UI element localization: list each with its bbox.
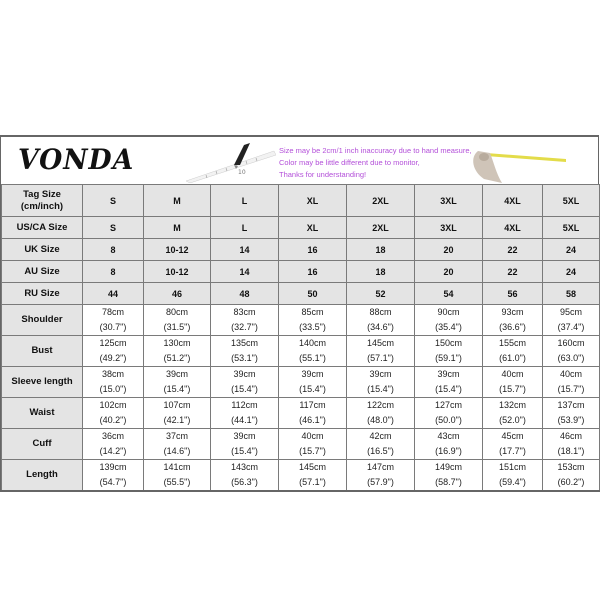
size-cell: 5XL	[543, 217, 600, 239]
cm-value: 137cm	[557, 400, 585, 410]
measurement-cell	[483, 398, 543, 429]
size-cell: 50	[279, 283, 347, 305]
cm-value: 80cm	[165, 307, 188, 317]
inch-value: (18.1")	[557, 446, 585, 456]
row-label: Length	[2, 460, 83, 492]
size-cell: 10-12	[144, 239, 211, 261]
cm-value: 78cm	[101, 307, 124, 317]
cm-value: 160cm	[557, 338, 585, 348]
row-label: RU Size	[2, 283, 83, 305]
size-cell: 46	[144, 283, 211, 305]
cm-value: 132cm	[498, 400, 526, 410]
inch-value: (53.9")	[557, 415, 585, 425]
cm-value: 145cm	[366, 338, 394, 348]
inch-value: (16.5")	[367, 446, 394, 456]
measurement-cell	[144, 305, 211, 336]
table-row-sleeve-length	[2, 367, 600, 398]
measurement-cell	[483, 367, 543, 398]
cm-value: 143cm	[230, 462, 258, 472]
table-row-us-size	[2, 217, 600, 239]
table-row-tag-size	[2, 185, 600, 217]
cm-value: 40cm	[301, 431, 324, 441]
cm-value: 85cm	[301, 307, 324, 317]
size-cell: 8	[83, 261, 144, 283]
size-cell: XL	[279, 217, 347, 239]
size-cell: M	[144, 185, 211, 217]
cm-value: 141cm	[163, 462, 191, 472]
inch-value: (52.0")	[499, 415, 526, 425]
cm-value: 135cm	[230, 338, 258, 348]
measurement-cell	[83, 367, 144, 398]
inch-value: (57.1")	[299, 477, 326, 487]
cm-value: 37cm	[165, 431, 188, 441]
measurement-cell	[211, 336, 279, 367]
measurement-cell	[211, 460, 279, 492]
inch-value: (59.4")	[499, 477, 526, 487]
table-row-au-size	[2, 261, 600, 283]
size-cell: L	[211, 185, 279, 217]
cm-value: 40cm	[501, 369, 524, 379]
cm-value: 42cm	[369, 431, 392, 441]
inch-value: (46.1")	[299, 415, 326, 425]
inch-value: (35.4")	[435, 322, 462, 332]
measurement-cell	[279, 367, 347, 398]
size-cell: XL	[279, 185, 347, 217]
size-cell: 16	[279, 261, 347, 283]
cm-value: 39cm	[369, 369, 392, 379]
measurement-cell	[279, 429, 347, 460]
inch-value: (15.7")	[299, 446, 326, 456]
inch-value: (63.0")	[557, 353, 585, 363]
inch-value: (40.2")	[99, 415, 127, 425]
inch-value: (37.4")	[557, 322, 585, 332]
inch-value: (59.1")	[435, 353, 462, 363]
row-label: Shoulder	[2, 305, 83, 336]
inch-value: (54.7")	[99, 477, 127, 487]
measurement-cell	[543, 429, 600, 460]
disclaimer-notes	[279, 145, 472, 181]
cm-value: 93cm	[501, 307, 524, 317]
cm-value: 39cm	[437, 369, 460, 379]
size-cell: 24	[543, 239, 600, 261]
size-cell: S	[83, 185, 144, 217]
inch-value: (51.2")	[163, 353, 191, 363]
inch-value: (57.9")	[367, 477, 394, 487]
cm-value: 95cm	[559, 307, 582, 317]
size-cell: 58	[543, 283, 600, 305]
cm-value: 130cm	[163, 338, 191, 348]
measurement-cell	[279, 460, 347, 492]
size-cell: 24	[543, 261, 600, 283]
measurement-cell	[211, 398, 279, 429]
cm-value: 140cm	[298, 338, 326, 348]
cm-value: 39cm	[233, 369, 256, 379]
cm-value: 36cm	[101, 431, 124, 441]
measurement-cell	[211, 429, 279, 460]
size-table	[1, 184, 600, 492]
size-cell: 22	[483, 239, 543, 261]
cm-value: 117cm	[299, 400, 326, 410]
measurement-cell	[347, 367, 415, 398]
measurement-cell	[83, 429, 144, 460]
measurement-cell	[347, 336, 415, 367]
measurement-cell	[347, 460, 415, 492]
cm-value: 38cm	[101, 369, 124, 379]
measurement-cell	[415, 398, 483, 429]
measurement-cell	[279, 305, 347, 336]
measurement-cell	[347, 398, 415, 429]
measurement-cell	[415, 429, 483, 460]
size-cell: 20	[415, 261, 483, 283]
table-row-cuff	[2, 429, 600, 460]
inch-value: (15.4")	[299, 384, 326, 394]
row-label: UK Size	[2, 239, 83, 261]
size-cell: 54	[415, 283, 483, 305]
cm-value: 43cm	[437, 431, 460, 441]
measurement-cell	[543, 460, 600, 492]
inch-value: (61.0")	[499, 353, 526, 363]
svg-text:10: 10	[238, 169, 246, 176]
table-row-waist	[2, 398, 600, 429]
measurement-cell	[415, 367, 483, 398]
size-cell: 14	[211, 239, 279, 261]
size-cell: 44	[83, 283, 144, 305]
cm-value: 90cm	[437, 307, 460, 317]
size-cell: 8	[83, 239, 144, 261]
table-row-shoulder	[2, 305, 600, 336]
cm-value: 127cm	[434, 400, 462, 410]
size-cell: 10-12	[144, 261, 211, 283]
size-chart	[0, 135, 599, 492]
table-row-length	[2, 460, 600, 492]
row-label: US/CA Size	[2, 217, 83, 239]
cm-value: 40cm	[559, 369, 582, 379]
measurement-cell	[415, 305, 483, 336]
inch-value: (15.4")	[435, 384, 462, 394]
measurement-cell	[83, 305, 144, 336]
measurement-cell	[415, 336, 483, 367]
size-cell: 18	[347, 239, 415, 261]
measurement-cell	[347, 305, 415, 336]
measurement-cell	[543, 305, 600, 336]
chart-banner	[1, 137, 599, 184]
inch-value: (55.1")	[299, 353, 326, 363]
inch-value: (50.0")	[435, 415, 462, 425]
inch-value: (53.1")	[231, 353, 258, 363]
measurement-cell	[415, 460, 483, 492]
measurement-cell	[279, 398, 347, 429]
row-label: Cuff	[2, 429, 83, 460]
note-line: Color may be little different due to monitor,	[279, 158, 420, 167]
inch-value: (15.4")	[231, 446, 258, 456]
cm-value: 107cm	[163, 400, 191, 410]
inch-value: (15.7")	[499, 384, 526, 394]
row-label: Sleeve length	[2, 367, 83, 398]
brand-logo: VONDA	[18, 143, 135, 176]
cm-value: 125cm	[99, 338, 127, 348]
cm-value: 39cm	[233, 431, 256, 441]
inch-value: (42.1")	[163, 415, 191, 425]
row-label: Tag Size (cm/inch)	[2, 185, 83, 217]
measurement-cell	[483, 429, 543, 460]
cm-value: 149cm	[434, 462, 462, 472]
inch-value: (58.7")	[435, 477, 462, 487]
size-cell: 2XL	[347, 217, 415, 239]
size-cell: 56	[483, 283, 543, 305]
measurement-cell	[483, 460, 543, 492]
inch-value: (55.5")	[163, 477, 191, 487]
inch-value: (34.6")	[367, 322, 394, 332]
size-cell: 2XL	[347, 185, 415, 217]
table-row-bust	[2, 336, 600, 367]
measurement-cell	[211, 367, 279, 398]
measurement-cell	[347, 429, 415, 460]
cm-value: 102cm	[99, 400, 127, 410]
size-cell: 3XL	[415, 217, 483, 239]
inch-value: (15.4")	[367, 384, 394, 394]
measurement-cell	[83, 336, 144, 367]
cm-value: 145cm	[298, 462, 326, 472]
cm-value: 88cm	[369, 307, 392, 317]
size-cell: 18	[347, 261, 415, 283]
size-cell: 5XL	[543, 185, 600, 217]
inch-value: (60.2")	[557, 477, 585, 487]
table-row-uk-size	[2, 239, 600, 261]
inch-value: (16.9")	[435, 446, 462, 456]
hand-tape-measure-icon	[466, 139, 576, 183]
measurement-cell	[483, 305, 543, 336]
note-line: Thanks for understanding!	[279, 170, 367, 179]
row-label: Bust	[2, 336, 83, 367]
size-cell: 48	[211, 283, 279, 305]
cm-value: 39cm	[301, 369, 324, 379]
inch-value: (15.4")	[231, 384, 258, 394]
cm-value: 122cm	[366, 400, 394, 410]
cm-value: 139cm	[99, 462, 127, 472]
size-cell: 20	[415, 239, 483, 261]
cm-value: 153cm	[557, 462, 585, 472]
measurement-cell	[144, 429, 211, 460]
inch-value: (15.7")	[557, 384, 585, 394]
inch-value: (36.6")	[499, 322, 526, 332]
measurement-cell	[543, 367, 600, 398]
inch-value: (30.7")	[99, 322, 127, 332]
cm-value: 39cm	[165, 369, 188, 379]
size-cell: 4XL	[483, 185, 543, 217]
inch-value: (14.6")	[163, 446, 191, 456]
inch-value: (15.4")	[163, 384, 191, 394]
measurement-cell	[483, 336, 543, 367]
inch-value: (56.3")	[231, 477, 258, 487]
table-row-ru-size	[2, 283, 600, 305]
size-cell: 14	[211, 261, 279, 283]
inch-value: (33.5")	[299, 322, 326, 332]
inch-value: (49.2")	[99, 353, 127, 363]
size-cell: 3XL	[415, 185, 483, 217]
row-label: AU Size	[2, 261, 83, 283]
size-cell: 16	[279, 239, 347, 261]
measurement-cell	[83, 460, 144, 492]
cm-value: 150cm	[434, 338, 462, 348]
cm-value: 151cm	[498, 462, 526, 472]
inch-value: (48.0")	[367, 415, 394, 425]
cm-value: 46cm	[559, 431, 582, 441]
inch-value: (57.1")	[367, 353, 394, 363]
inch-value: (32.7")	[231, 322, 258, 332]
measurement-cell	[144, 336, 211, 367]
cm-value: 45cm	[501, 431, 524, 441]
measurement-cell	[144, 460, 211, 492]
pen-ruler-icon	[186, 139, 276, 183]
row-label: Waist	[2, 398, 83, 429]
measurement-cell	[144, 367, 211, 398]
cm-value: 147cm	[366, 462, 394, 472]
inch-value: (14.2")	[99, 446, 127, 456]
size-cell: L	[211, 217, 279, 239]
size-cell: 22	[483, 261, 543, 283]
measurement-cell	[83, 398, 144, 429]
measurement-cell	[543, 336, 600, 367]
cm-value: 155cm	[498, 338, 526, 348]
inch-value: (17.7")	[499, 446, 526, 456]
measurement-cell	[211, 305, 279, 336]
cm-value: 83cm	[233, 307, 256, 317]
measurement-rows	[2, 305, 600, 492]
inch-value: (44.1")	[231, 415, 258, 425]
cm-value: 112cm	[231, 400, 258, 410]
size-cell: 52	[347, 283, 415, 305]
size-cell: M	[144, 217, 211, 239]
inch-value: (15.0")	[99, 384, 127, 394]
measurement-cell	[144, 398, 211, 429]
measurement-cell	[543, 398, 600, 429]
size-cell: 4XL	[483, 217, 543, 239]
inch-value: (31.5")	[163, 322, 191, 332]
note-line: Size may be 2cm/1 inch inaccuracy due to hand measure,	[279, 146, 472, 155]
size-cell: S	[83, 217, 144, 239]
measurement-cell	[279, 336, 347, 367]
